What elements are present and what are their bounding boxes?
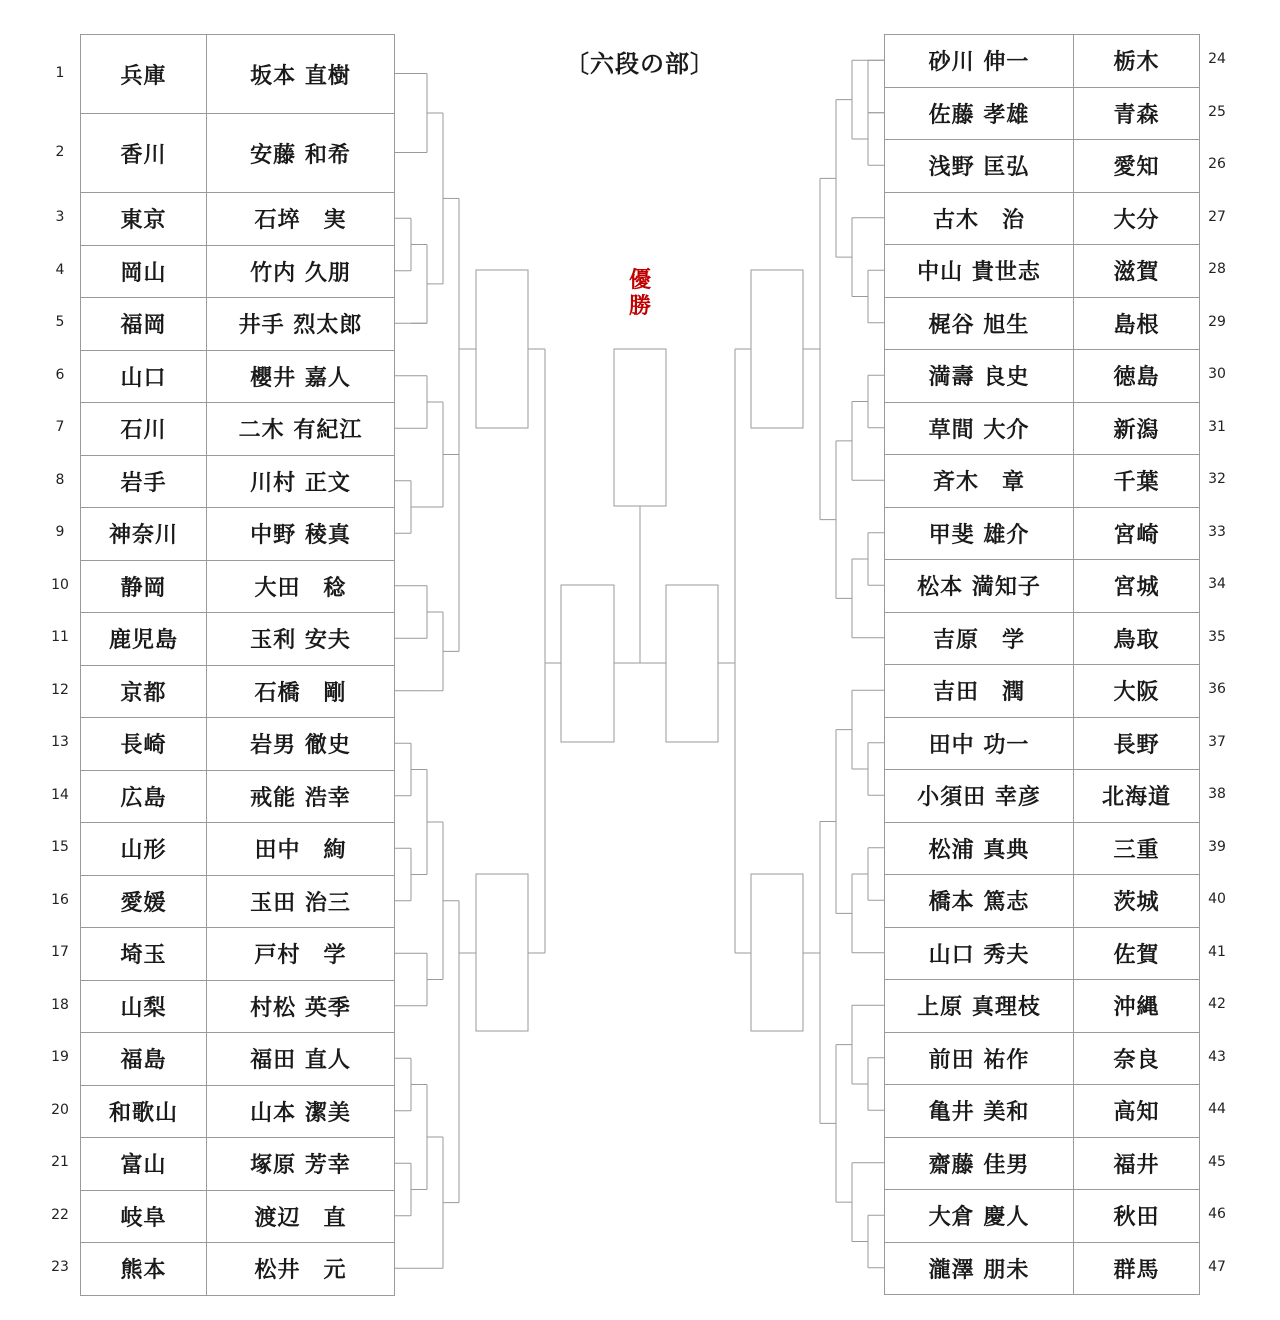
seed-number: 37	[1208, 733, 1226, 750]
prefecture-cell: 長野	[1074, 717, 1200, 770]
seed-number: 13	[51, 734, 69, 751]
prefecture-cell: 宮城	[1074, 560, 1200, 613]
prefecture-cell: 愛媛	[81, 875, 207, 928]
player-name-cell: 安藤 和希	[207, 114, 395, 193]
prefecture-cell: 山口	[81, 350, 207, 403]
player-name-cell: 上原 真理枝	[885, 980, 1074, 1033]
seed-number: 20	[51, 1101, 69, 1118]
prefecture-cell: 東京	[81, 193, 207, 246]
seed-number: 44	[1208, 1101, 1226, 1118]
player-name-cell: 古木 治	[885, 192, 1074, 245]
bracket-box	[666, 585, 718, 742]
player-name-cell: 松井 元	[207, 1243, 395, 1296]
prefecture-cell: 兵庫	[81, 35, 207, 114]
prefecture-cell: 長崎	[81, 718, 207, 771]
seed-number: 9	[55, 524, 65, 541]
seed-number: 39	[1208, 838, 1226, 855]
prefecture-cell: 徳島	[1074, 350, 1200, 403]
seed-number: 17	[51, 944, 69, 961]
seed-number: 15	[51, 839, 69, 856]
prefecture-cell: 岡山	[81, 245, 207, 298]
prefecture-cell: 神奈川	[81, 508, 207, 561]
player-name-cell: 吉原 学	[885, 612, 1074, 665]
prefecture-cell: 鳥取	[1074, 612, 1200, 665]
seed-number: 43	[1208, 1048, 1226, 1065]
player-name-cell: 山口 秀夫	[885, 927, 1074, 980]
player-name-cell: 草間 大介	[885, 402, 1074, 455]
player-name-cell: 亀井 美和	[885, 1085, 1074, 1138]
prefecture-cell: 岩手	[81, 455, 207, 508]
prefecture-cell: 滋賀	[1074, 245, 1200, 298]
seed-number: 4	[55, 261, 65, 278]
seed-number: 12	[51, 681, 69, 698]
player-name-cell: 石橋 剛	[207, 665, 395, 718]
seed-number: 31	[1208, 418, 1226, 435]
seed-number: 27	[1208, 208, 1226, 225]
prefecture-cell: 福井	[1074, 1137, 1200, 1190]
seed-number: 22	[51, 1206, 69, 1223]
prefecture-cell: 沖縄	[1074, 980, 1200, 1033]
prefecture-cell: 愛知	[1074, 140, 1200, 193]
seed-number: 40	[1208, 891, 1226, 908]
division-title: 〔六段の部〕	[565, 50, 715, 78]
prefecture-cell: 鹿児島	[81, 613, 207, 666]
seed-number: 45	[1208, 1153, 1226, 1170]
champion-label	[625, 268, 655, 320]
prefecture-cell: 千葉	[1074, 455, 1200, 508]
seed-number: 11	[51, 629, 69, 646]
player-name-cell: 松浦 真典	[885, 822, 1074, 875]
player-name-cell: 玉利 安夫	[207, 613, 395, 666]
player-name-cell: 小須田 幸彦	[885, 770, 1074, 823]
seed-number: 25	[1208, 103, 1226, 120]
prefecture-cell: 京都	[81, 665, 207, 718]
bracket-box	[476, 874, 528, 1031]
player-name-cell: 満壽 良史	[885, 350, 1074, 403]
prefecture-cell: 石川	[81, 403, 207, 456]
player-name-cell: 甲斐 雄介	[885, 507, 1074, 560]
player-name-cell: 二木 有紀江	[207, 403, 395, 456]
seed-number: 35	[1208, 628, 1226, 645]
bracket-box	[751, 874, 803, 1031]
seed-number: 7	[55, 419, 65, 436]
player-name-cell: 瀧澤 朋未	[885, 1242, 1074, 1295]
player-name-cell: 渡辺 直	[207, 1190, 395, 1243]
player-name-cell: 村松 英季	[207, 980, 395, 1033]
seed-number: 24	[1208, 51, 1226, 68]
seed-number: 26	[1208, 156, 1226, 173]
player-name-cell: 石埣 実	[207, 193, 395, 246]
prefecture-cell: 島根	[1074, 297, 1200, 350]
player-name-cell: 岩男 徹史	[207, 718, 395, 771]
prefecture-cell: 秋田	[1074, 1190, 1200, 1243]
player-name-cell: 櫻井 嘉人	[207, 350, 395, 403]
bracket-box	[476, 270, 528, 428]
prefecture-cell: 静岡	[81, 560, 207, 613]
player-name-cell: 戸村 学	[207, 928, 395, 981]
bracket-box	[751, 270, 803, 428]
prefecture-cell: 大阪	[1074, 665, 1200, 718]
prefecture-cell: 香川	[81, 114, 207, 193]
prefecture-cell: 茨城	[1074, 875, 1200, 928]
seed-number: 5	[55, 314, 65, 331]
prefecture-cell: 北海道	[1074, 770, 1200, 823]
seed-number: 10	[51, 576, 69, 593]
player-name-cell: 川村 正文	[207, 455, 395, 508]
player-name-cell: 前田 祐作	[885, 1032, 1074, 1085]
player-name-cell: 大倉 慶人	[885, 1190, 1074, 1243]
prefecture-cell: 岐阜	[81, 1190, 207, 1243]
player-name-cell: 井手 烈太郎	[207, 298, 395, 351]
player-name-cell: 田中 絢	[207, 823, 395, 876]
seed-number: 8	[55, 471, 65, 488]
player-name-cell: 斉木 章	[885, 455, 1074, 508]
prefecture-cell: 広島	[81, 770, 207, 823]
seed-number: 38	[1208, 786, 1226, 803]
player-name-cell: 松本 満知子	[885, 560, 1074, 613]
prefecture-cell: 和歌山	[81, 1085, 207, 1138]
player-name-cell: 田中 功一	[885, 717, 1074, 770]
player-name-cell: 齋藤 佳男	[885, 1137, 1074, 1190]
player-name-cell: 砂川 伸一	[885, 35, 1074, 88]
seed-number: 16	[51, 891, 69, 908]
prefecture-cell: 青森	[1074, 87, 1200, 140]
seed-number: 36	[1208, 681, 1226, 698]
player-name-cell: 坂本 直樹	[207, 35, 395, 114]
player-name-cell: 竹内 久朋	[207, 245, 395, 298]
player-name-cell: 梶谷 旭生	[885, 297, 1074, 350]
prefecture-cell: 宮崎	[1074, 507, 1200, 560]
seed-number: 34	[1208, 576, 1226, 593]
seed-number: 41	[1208, 943, 1226, 960]
seed-number: 42	[1208, 996, 1226, 1013]
seed-number: 33	[1208, 523, 1226, 540]
player-name-cell: 浅野 匡弘	[885, 140, 1074, 193]
player-name-cell: 山本 潔美	[207, 1085, 395, 1138]
prefecture-cell: 山形	[81, 823, 207, 876]
player-name-cell: 福田 直人	[207, 1033, 395, 1086]
seed-number: 6	[55, 366, 65, 383]
seed-number: 28	[1208, 261, 1226, 278]
seed-number: 2	[55, 143, 65, 160]
prefecture-cell: 大分	[1074, 192, 1200, 245]
champion-label-char-2: 勝	[628, 294, 651, 319]
bracket-box	[561, 585, 614, 742]
prefecture-cell: 群馬	[1074, 1242, 1200, 1295]
prefecture-cell: 熊本	[81, 1243, 207, 1296]
champion-label-char-1: 優	[628, 268, 651, 293]
player-name-cell: 佐藤 孝雄	[885, 87, 1074, 140]
seed-number: 1	[55, 64, 65, 81]
player-name-cell: 吉田 潤	[885, 665, 1074, 718]
prefecture-cell: 埼玉	[81, 928, 207, 981]
seed-number: 46	[1208, 1206, 1226, 1223]
seed-number: 47	[1208, 1258, 1226, 1275]
player-name-cell: 大田 稔	[207, 560, 395, 613]
seed-number: 19	[51, 1049, 69, 1066]
prefecture-cell: 栃木	[1074, 35, 1200, 88]
seed-number: 21	[51, 1154, 69, 1171]
bracket-box	[614, 349, 666, 506]
prefecture-cell: 高知	[1074, 1085, 1200, 1138]
player-name-cell: 塚原 芳幸	[207, 1138, 395, 1191]
prefecture-cell: 奈良	[1074, 1032, 1200, 1085]
prefecture-cell: 福岡	[81, 298, 207, 351]
seed-number: 32	[1208, 471, 1226, 488]
seed-number: 29	[1208, 313, 1226, 330]
prefecture-cell: 福島	[81, 1033, 207, 1086]
seed-number: 14	[51, 786, 69, 803]
seed-number: 3	[55, 209, 65, 226]
player-name-cell: 戒能 浩幸	[207, 770, 395, 823]
seed-number: 23	[51, 1259, 69, 1276]
prefecture-cell: 新潟	[1074, 402, 1200, 455]
player-name-cell: 中野 稜真	[207, 508, 395, 561]
seed-number: 18	[51, 996, 69, 1013]
prefecture-cell: 山梨	[81, 980, 207, 1033]
prefecture-cell: 三重	[1074, 822, 1200, 875]
player-name-cell: 橋本 篤志	[885, 875, 1074, 928]
seed-number: 30	[1208, 366, 1226, 383]
prefecture-cell: 佐賀	[1074, 927, 1200, 980]
prefecture-cell: 富山	[81, 1138, 207, 1191]
player-name-cell: 中山 貴世志	[885, 245, 1074, 298]
player-name-cell: 玉田 治三	[207, 875, 395, 928]
